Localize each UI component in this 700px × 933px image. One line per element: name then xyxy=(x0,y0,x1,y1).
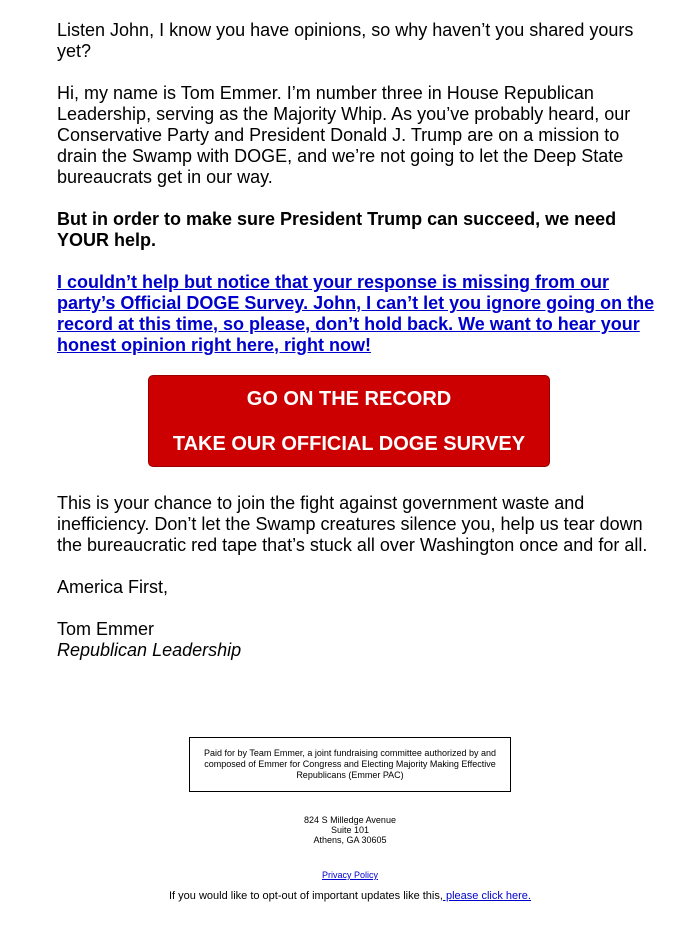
body-paragraph-4: This is your chance to join the fight against government waste and inefficiency. Don’t let the Swamp creatures silence you, help us tear down the bureaucratic red tape that’s stuck all over Washington once and for all. xyxy=(57,493,648,555)
mailing-address xyxy=(0,815,700,845)
address-line-2: Suite 101 xyxy=(330,825,370,835)
privacy-row xyxy=(0,870,700,881)
survey-link[interactable]: I couldn’t help but notice that your response is missing from our party’s Official DOGE Survey. John, I can’t let you ignore going on the record at this time, so please, don’t hold back. We want to hear your honest opinion right here, right now! xyxy=(57,272,655,355)
signature-title: Republican Leadership xyxy=(57,640,242,660)
signoff: America First, xyxy=(57,577,169,597)
intro-paragraph: Listen John, I know you have opinions, so why haven’t you shared yours yet? xyxy=(57,20,634,61)
take-survey-button[interactable] xyxy=(148,375,550,467)
optout-text: If you would like to opt-out of important updates like this, xyxy=(169,890,443,902)
address-line-3: Athens, GA 30605 xyxy=(313,835,387,845)
survey-link-paragraph xyxy=(57,272,657,356)
signature-name: Tom Emmer xyxy=(57,619,155,639)
body-paragraph-2-bold: But in order to make sure President Trump can succeed, we need YOUR help. xyxy=(57,209,617,250)
optout-row xyxy=(0,890,700,903)
cta-line-2: TAKE OUR OFFICIAL DOGE SURVEY xyxy=(172,432,526,455)
privacy-policy-link[interactable]: Privacy Policy xyxy=(321,870,378,880)
body-paragraph-1: Hi, my name is Tom Emmer. I’m number three in House Republican Leadership, serving as the Majority Whip. As you’ve probably heard, our Conservative Party and President Donald J. Trump are on a mission to drain the Swamp with DOGE, and we’re not going to let the Deep State bureaucrats get in our way. xyxy=(57,83,631,187)
optout-link[interactable]: please click here. xyxy=(442,890,531,902)
paid-for-disclaimer: Paid for by Team Emmer, a joint fundraising committee authorized by and composed of Emmer for Congress and Electing Majority Making Effective Republicans (Emmer PAC) xyxy=(189,737,511,792)
email-body xyxy=(57,20,657,661)
address-line-1: 824 S Milledge Avenue xyxy=(304,815,396,825)
cta-container xyxy=(57,375,657,467)
cta-line-1: GO ON THE RECORD xyxy=(246,387,452,410)
